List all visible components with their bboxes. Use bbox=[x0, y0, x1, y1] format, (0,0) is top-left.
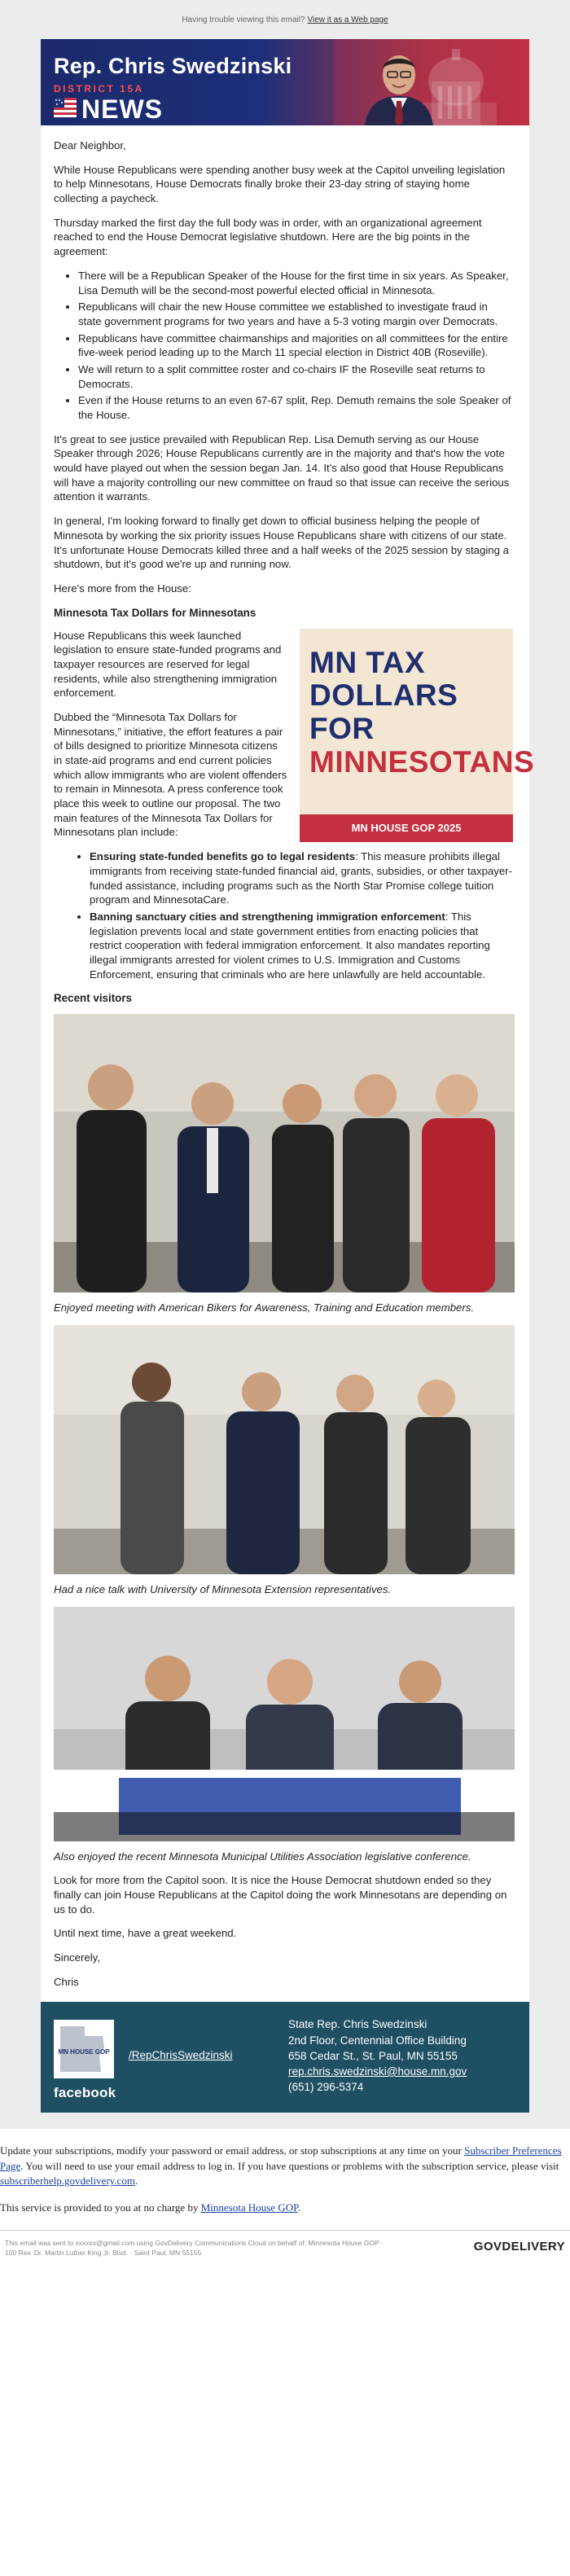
view-online-bar bbox=[0, 0, 570, 39]
feature-list bbox=[81, 849, 513, 981]
subscriber-preferences-link[interactable]: Subscriber Preferences Page bbox=[0, 2144, 562, 2172]
speaker-paragraph: It's great to see justice prevailed with Republican Rep. Lisa Demuth serving as our House Speaker through 2026; House Republicans currently are in the majority and that's how the vote would have played out when the session began Jan. 14. It's also good that House Republicans will have a majority controlling our new committee on fraud so that issue can receive the serious attention it warrants. bbox=[54, 432, 510, 503]
graphic-line: FOR bbox=[309, 711, 375, 745]
list-item: • We will return to a split committee roster and co-chairs IF the Roseville seat returns to Democrats. bbox=[78, 362, 513, 391]
signoff: Sincerely, bbox=[54, 1951, 100, 1964]
photo-caption: Also enjoyed the recent Minnesota Municipal Utilities Association legislative conference. bbox=[54, 1850, 471, 1863]
visitors-title: Recent visitors bbox=[54, 992, 133, 1005]
representative-portrait bbox=[358, 44, 440, 125]
minnesota-house-gop-link[interactable]: Minnesota House GOP bbox=[200, 2201, 298, 2214]
graphic-line: DOLLARS bbox=[309, 678, 458, 713]
phone-number: (651) 296-5374 bbox=[288, 2081, 364, 2094]
email-link[interactable]: rep.chris.swedzinski@house.mn.gov bbox=[288, 2065, 467, 2078]
photo-caption: Had a nice talk with University of Minnesota Extension representatives. bbox=[54, 1582, 392, 1595]
header-banner bbox=[41, 39, 529, 125]
agreement-points bbox=[70, 269, 513, 423]
govdelivery-logo[interactable]: GOVDELIVERY bbox=[473, 2240, 565, 2254]
greeting: Dear Neighbor, bbox=[54, 139, 126, 151]
service-text: This service is provided to you at no charge by bbox=[0, 2201, 201, 2214]
list-item bbox=[90, 849, 513, 907]
office-address bbox=[288, 2016, 467, 2095]
address-line: 2nd Floor, Centennial Office Building bbox=[288, 2034, 467, 2047]
address-line: 658 Cedar St., St. Paul, MN 55155 bbox=[288, 2049, 458, 2062]
feature-bold: Banning sanctuary cities and strengthening immigration enforcement bbox=[90, 910, 445, 923]
tax-dollars-section bbox=[54, 629, 535, 992]
graphic-headline bbox=[309, 647, 534, 779]
list-item bbox=[90, 910, 513, 981]
newsletter-body bbox=[41, 125, 535, 2002]
feature-text: : This measure prohibits illegal immigrants from receiving state-funded financial aid, grants, subsidies, or other taxpayer-funded assistance, including programs such as the North Star Promise college tuition program and MinnesotaCare. bbox=[90, 850, 512, 906]
section-paragraph: House Republicans this week launched legislation to ensure state-funded programs and taxpayer resources are reserved for legal residents, while also strengthening immigration enforcement. bbox=[54, 629, 282, 700]
flag-icon bbox=[54, 98, 77, 117]
banner-title: Rep. Chris Swedzinski bbox=[54, 54, 292, 78]
visitors-photo-utilities bbox=[54, 1607, 515, 1841]
visitors-photo-bikers bbox=[54, 1014, 515, 1292]
facebook-label: facebook bbox=[54, 2085, 116, 2101]
section-paragraph: Dubbed the “Minnesota Tax Dollars for Minnesotans,” initiative, the effort features a pair of bills designed to prioritize Minnesota citizens in state-aid programs and end current policies which allow immigrants who are violent offenders to remain in Minnesota. A press conference took place this week to outline our proposal. The two main features of the Minnesota Tax Dollars for Minnesotans plan include: bbox=[54, 710, 287, 839]
closing-paragraph: Look for more from the Capitol soon. It is nice the House Democrat shutdown ended so they finally can join House Republicans at the Capitol doing the work Minnesotans are depending on us to do. bbox=[54, 1874, 507, 1916]
feature-bold: Ensuring state-funded benefits go to legal residents bbox=[90, 850, 356, 863]
service-paragraph bbox=[0, 2201, 570, 2215]
contact-footer bbox=[41, 2002, 529, 2113]
view-web-page-link[interactable]: View it as a Web page bbox=[307, 15, 388, 24]
banner-news: NEWS bbox=[81, 94, 163, 124]
section-title: Minnesota Tax Dollars for Minnesotans bbox=[54, 606, 256, 619]
subscription-text: Update your subscriptions, modify your password or email address, or stop subscriptions at any time on your bbox=[0, 2144, 465, 2157]
intro-paragraph: While House Republicans were spending another busy week at the Capitol unveiling legislation to help Minnesotans, House Democrats finally broke their 23-day string of staying home collecting a paycheck. bbox=[54, 163, 506, 205]
trouble-viewing-text: Having trouble viewing this email? bbox=[182, 15, 305, 24]
feature-text: : This legislation prevents local and state government entities from enacting policies that restrict cooperation with federal immigration enforcement. It also mandates reporting illegal immigrants arrested for violent crimes to U.S. Immigration and Customs Enforcement, ensuring that criminals who are here unlawfully are held accountable. bbox=[90, 910, 490, 981]
mn-tax-dollars-graphic bbox=[300, 629, 535, 842]
subscription-paragraph bbox=[0, 2144, 570, 2188]
list-item: • Republicans will chair the new House committee we established to investigate fraud in state government programs for two years and have a 5-3 voting margin over Democrats. bbox=[78, 300, 513, 328]
logo-text: MN HOUSE GOP bbox=[58, 2048, 110, 2056]
signature-name: Chris bbox=[54, 1975, 79, 1988]
agreement-paragraph: Thursday marked the first day the full body was in order, with an organizational agreement reached to end the House Democrat legislative shutdown. Here are the big points in the agreement: bbox=[54, 216, 482, 258]
closing-paragraph: Until next time, have a great weekend. bbox=[54, 1927, 237, 1940]
visitors-photo-extension bbox=[54, 1325, 515, 1574]
photo-caption: Enjoyed meeting with American Bikers for Awareness, Training and Education members. bbox=[54, 1301, 475, 1314]
address-line: State Rep. Chris Swedzinski bbox=[288, 2018, 428, 2031]
subscription-notice bbox=[0, 2129, 570, 2266]
service-text: . bbox=[297, 2201, 301, 2214]
priorities-paragraph: In general, I'm looking forward to finally get down to official business helping the people of Minnesota by working the six priority issues House Republicans share with citizens of our state. It's unfortunate House Democrats killed three and a half weeks of the 2025 session by staging a shutdown, but it's good we're up and running now. bbox=[54, 515, 509, 571]
subscription-text: . You will need to use your email address to log in. If you have questions or problems with the subscription service, please visit bbox=[20, 2159, 559, 2172]
house-intro-paragraph: Here's more from the House: bbox=[54, 581, 191, 595]
sent-to-text: This email was sent to xxxxxx@gmail.com using GovDelivery Communications Cloud on behalf of: Minnesota House GOP · 100 Rev. Dr. Martin Luther King Jr. Blvd. · Saint Paul, MN 55155 bbox=[5, 2239, 384, 2257]
govdelivery-bar bbox=[0, 2230, 570, 2266]
list-item: • There will be a Republican Speaker of the House for the first time in six years. As Speaker, Lisa Demuth will be the second-most powerful elected official in Minnesota. bbox=[78, 269, 513, 297]
facebook-link[interactable]: /RepChrisSwedzinski bbox=[129, 2049, 233, 2062]
graphic-line: MINNESOTANS bbox=[309, 744, 535, 779]
graphic-line: MN TAX bbox=[309, 645, 426, 679]
subscriber-help-link[interactable]: subscriberhelp.govdelivery.com bbox=[0, 2174, 135, 2188]
newsletter-card bbox=[41, 39, 535, 2113]
banner-district: DISTRICT 15A bbox=[54, 83, 144, 94]
list-item: • Republicans have committee chairmanships and majorities on all committees for the entire five-week period leading up to the March 11 special election in District 40B (Roseville). bbox=[78, 331, 513, 360]
mn-house-gop-logo[interactable] bbox=[54, 2020, 114, 2078]
list-item: • Even if the House returns to an even 67-67 split, Rep. Demuth remains the sole Speaker of the House. bbox=[78, 393, 513, 422]
subscription-text: . bbox=[134, 2174, 138, 2188]
graphic-strip: MN HOUSE GOP 2025 bbox=[300, 814, 513, 842]
